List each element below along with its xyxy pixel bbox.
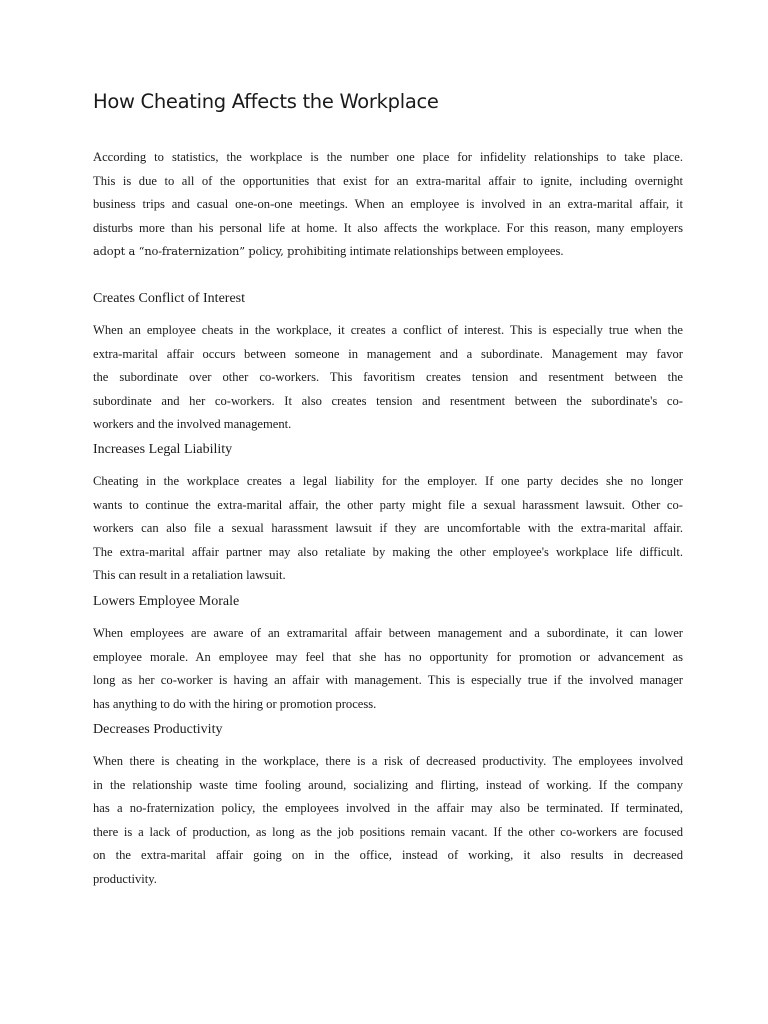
paragraph-line: has a no-fraternization policy, the employees involved in the affair may also be terminated. If terminated, bbox=[93, 801, 683, 815]
section-heading-conflict-of-interest: Creates Conflict of Interest bbox=[93, 291, 246, 306]
paragraph-line bbox=[93, 240, 683, 264]
paragraph-line: This can result in a retaliation lawsuit. bbox=[93, 568, 286, 582]
paragraph-line: When employees are aware of an extramarital affair between management and a subordinate, it can lower bbox=[93, 626, 683, 640]
paragraph-line: there is a lack of production, as long as the job positions remain vacant. If the other co-workers are focused bbox=[93, 824, 683, 839]
paragraph-line: subordinate and her co-workers. It also creates tension and resentment between the subordinate's co- bbox=[93, 393, 683, 408]
intro-paragraph bbox=[93, 146, 683, 264]
paragraph-line: Cheating in the workplace creates a legal liability for the employer. If one party decides she no longer bbox=[93, 474, 683, 488]
paragraph-line: extra-marital affair occurs between someone in management and a subordinate. Management may favor bbox=[93, 346, 683, 361]
page-title: How Cheating Affects the Workplace bbox=[93, 90, 439, 113]
paragraph-line: wants to continue the extra-marital affair, the other party might file a sexual harassment lawsuit. Other co- bbox=[93, 497, 683, 512]
paragraph-line: the subordinate over other co-workers. This favoritism creates tension and resentment between the bbox=[93, 370, 683, 384]
section-heading-employee-morale: Lowers Employee Morale bbox=[93, 594, 240, 609]
section-paragraph-employee-morale bbox=[93, 622, 683, 716]
section-paragraph-legal-liability bbox=[93, 470, 683, 588]
paragraph-line: business trips and casual one-on-one meetings. When an employee is involved in an extra-marital affair, it bbox=[93, 197, 683, 211]
paragraph-line: workers can also file a sexual harassment lawsuit if they are uncomfortable with the extra-marital affair. bbox=[93, 521, 683, 535]
paragraph-line: When an employee cheats in the workplace, it creates a conflict of interest. This is especially true when the bbox=[93, 323, 683, 337]
paragraph-line: on the extra-marital affair going on in the office, instead of working, it also results in decreased bbox=[93, 848, 683, 862]
paragraph-line: When there is cheating in the workplace, there is a risk of decreased productivity. The employees involved bbox=[93, 754, 683, 768]
section-paragraph-productivity bbox=[93, 750, 683, 891]
paragraph-line: in the relationship waste time fooling around, socializing and flirting, instead of working. If the company bbox=[93, 777, 683, 792]
paragraph-line: The extra-marital affair partner may also retaliate by making the other employee's workplace life difficult. bbox=[93, 544, 683, 559]
paragraph-line: long as her co-worker is having an affair with management. This is especially true if the involved manager bbox=[93, 673, 683, 687]
paragraph-line: employee morale. An employee may feel that she has no opportunity for promotion or advancement as bbox=[93, 649, 683, 664]
section-heading-legal-liability: Increases Legal Liability bbox=[93, 442, 233, 457]
paragraph-line: has anything to do with the hiring or promotion process. bbox=[93, 696, 377, 711]
paragraph-line-segment: biting intimate relationships between employees. bbox=[316, 244, 564, 258]
paragraph-line: disturbs more than his personal life at home. It also affects the workplace. For this reason, many employers bbox=[93, 220, 683, 235]
paragraph-line-segment: adopt a “no-fraternization” policy, prohi bbox=[93, 244, 317, 258]
paragraph-line: According to statistics, the workplace is the number one place for infidelity relationships to take place. bbox=[93, 150, 683, 164]
section-heading-productivity: Decreases Productivity bbox=[93, 722, 223, 737]
paragraph-line: productivity. bbox=[93, 871, 157, 886]
paragraph-line: This is due to all of the opportunities that exist for an extra-marital affair to ignite, including overnight bbox=[93, 173, 683, 188]
section-paragraph-conflict-of-interest bbox=[93, 319, 683, 437]
paragraph-line: workers and the involved management. bbox=[93, 417, 292, 431]
